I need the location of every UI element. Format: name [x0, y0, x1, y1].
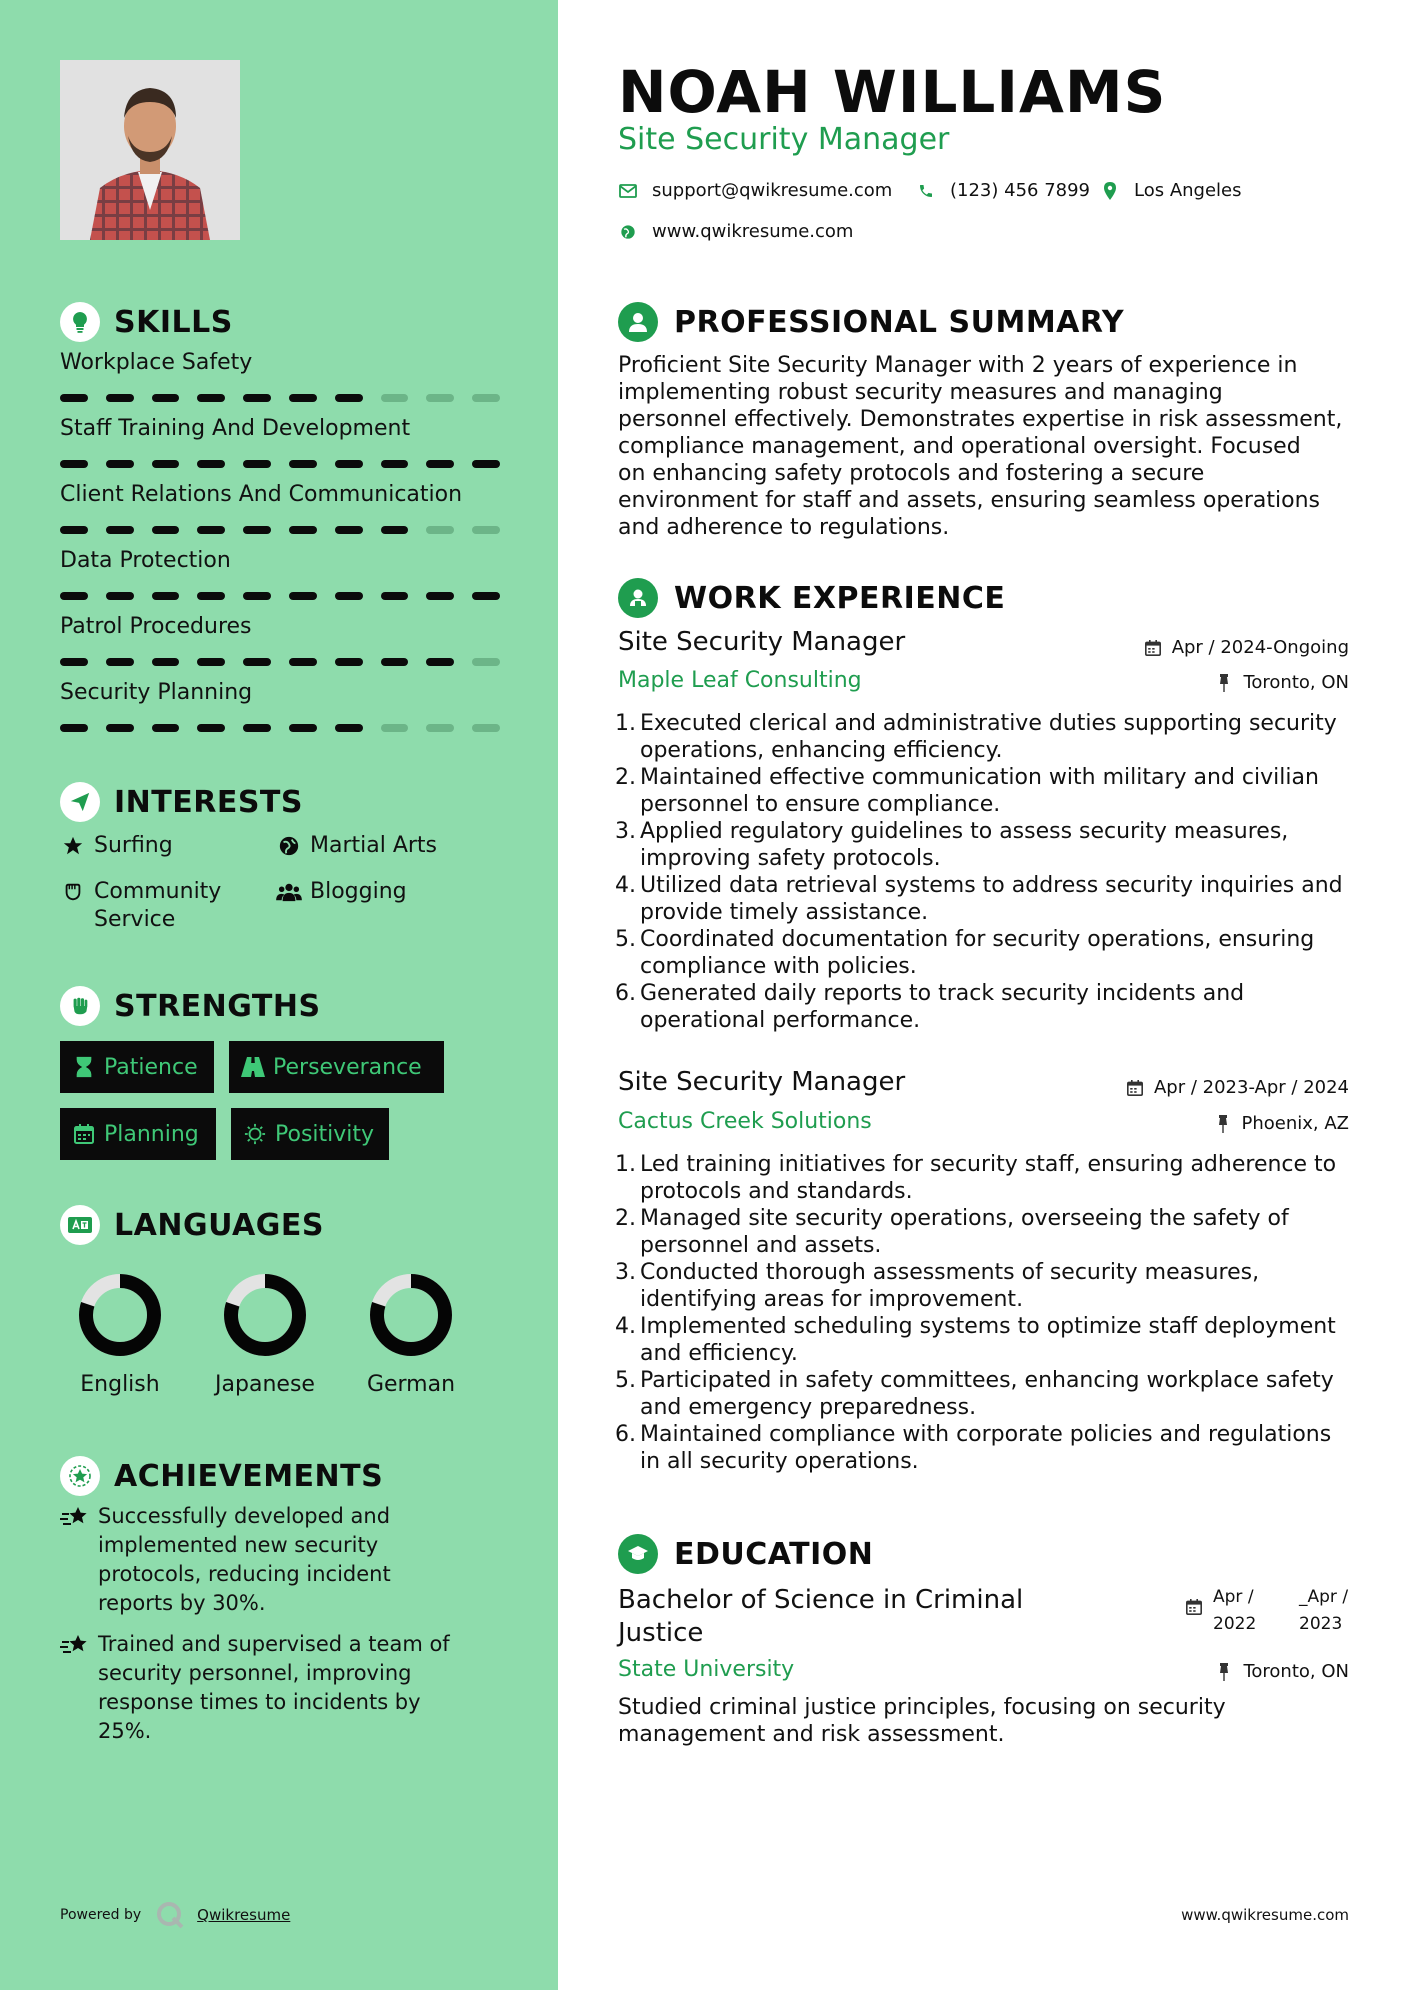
skill-level-dash	[426, 526, 454, 534]
strength-label: Perseverance	[273, 1054, 422, 1080]
interest-item-martial-arts	[276, 832, 437, 860]
bullet-item: 4. Utilized data retrieval systems to address security inquiries and provide timely assistance.	[615, 873, 1343, 925]
job-dates: Apr / 2024-Ongoing	[1144, 637, 1349, 658]
language-label: German	[366, 1372, 456, 1397]
skill-level-dash	[289, 460, 317, 468]
strength-label: Positivity	[275, 1121, 375, 1147]
envelope-icon	[618, 181, 638, 201]
skill-level-dash	[335, 526, 363, 534]
road-icon	[241, 1055, 265, 1079]
skill-level-dash	[197, 658, 225, 666]
summary-text: Proficient Site Security Manager with 2 years of experience in implementing robust security measures and managing personnel effectively. Demonstrates expertise in risk assessment, compliance management, and operational oversight. Focused on enhancing safety protocols and fostering a secure environment for staff and assets, ensuring seamless operations and adherence to regulations.	[618, 353, 1343, 540]
strength-label: Patience	[104, 1054, 198, 1080]
experience-title: WORK EXPERIENCE	[674, 580, 1006, 616]
skill-label: Staff Training And Development	[60, 416, 411, 441]
language-item	[55, 1272, 185, 1397]
skill-level-dash	[152, 526, 180, 534]
interests-header	[60, 782, 303, 822]
skill-level-dash	[243, 526, 271, 534]
interest-label: Martial Arts	[310, 833, 438, 858]
achievements-header	[60, 1456, 383, 1496]
skill-level-dash	[472, 592, 500, 600]
skill-level-dash	[106, 592, 134, 600]
job-bullets	[610, 1151, 1355, 1475]
powered-by-label: Powered by	[60, 1907, 142, 1923]
skill-level-dash	[472, 658, 500, 666]
hourglass-icon	[72, 1055, 96, 1079]
skill-level-dash	[60, 526, 88, 534]
calendar-icon	[1185, 1598, 1203, 1616]
star-icon	[60, 832, 86, 860]
profile-photo	[60, 60, 240, 240]
skill-level-dash	[289, 658, 317, 666]
skill-level-dash	[197, 592, 225, 600]
skill-level-dash	[381, 658, 409, 666]
skill-level-dash	[426, 724, 454, 732]
strength-chip-perseverance	[229, 1041, 444, 1093]
language-card-icon	[60, 1205, 100, 1245]
skill-level-dash	[381, 526, 409, 534]
lightbulb-icon	[60, 302, 100, 342]
skill-level-dash	[426, 394, 454, 402]
skill-level-dash	[152, 658, 180, 666]
achievements-title: ACHIEVEMENTS	[114, 1458, 384, 1494]
globe-icon	[276, 832, 302, 860]
skill-level-dash	[197, 724, 225, 732]
skill-level-dash	[472, 526, 500, 534]
powered-by	[60, 1900, 290, 1930]
qwikresume-link[interactable]: Qwikresume	[197, 1906, 291, 1924]
skill-item	[60, 350, 500, 402]
skill-level-dash	[381, 724, 409, 732]
job-location: Toronto, ON	[1215, 672, 1349, 693]
skill-level-dash	[335, 592, 363, 600]
skill-level-bar	[60, 394, 500, 402]
pushpin-icon	[1215, 1663, 1233, 1681]
skill-level-dash	[60, 460, 88, 468]
skill-level-dash	[106, 724, 134, 732]
phone-text[interactable]: (123) 456 7899	[950, 180, 1091, 201]
skill-level-dash	[289, 724, 317, 732]
strengths-header	[60, 986, 321, 1026]
skill-level-bar	[60, 658, 500, 666]
strengths-title: STRENGTHS	[114, 988, 321, 1024]
globe-icon	[618, 222, 638, 242]
skill-label: Patrol Procedures	[60, 614, 252, 639]
skill-level-dash	[243, 460, 271, 468]
skill-level-dash	[60, 592, 88, 600]
skill-item	[60, 548, 500, 600]
pushpin-icon	[1215, 674, 1233, 692]
achievement-text: Trained and supervised a team of security personnel, improving response times to incidents by 25%.	[98, 1632, 450, 1743]
award-star-icon	[60, 1456, 100, 1496]
contact-phone	[916, 180, 1090, 201]
bullet-item: 6. Generated daily reports to track security incidents and operational performance.	[615, 981, 1245, 1033]
email-text[interactable]: support@qwikresume.com	[652, 180, 893, 201]
skill-level-dash	[152, 724, 180, 732]
interest-label: Blogging	[310, 879, 407, 904]
shooting-star-icon	[60, 1630, 98, 1746]
calendar-icon	[1126, 1079, 1144, 1097]
skill-level-dash	[289, 592, 317, 600]
education-title: EDUCATION	[674, 1536, 874, 1572]
candidate-name: NOAH WILLIAMS	[618, 58, 1167, 126]
graduate-icon	[618, 1534, 658, 1574]
education-header	[618, 1534, 873, 1574]
job-company: Maple Leaf Consulting	[618, 668, 862, 693]
skill-level-dash	[381, 460, 409, 468]
language-item	[200, 1272, 330, 1397]
skill-level-dash	[243, 658, 271, 666]
skill-level-dash	[152, 592, 180, 600]
footer-url[interactable]: www.qwikresume.com	[1181, 1906, 1349, 1924]
skill-level-dash	[197, 526, 225, 534]
job-bullets	[610, 710, 1355, 1034]
skill-level-dash	[106, 460, 134, 468]
bullet-item: 6. Maintained compliance with corporate policies and regulations in all security operations.	[615, 1422, 1332, 1474]
hand-icon	[60, 878, 86, 906]
bullet-item: 3. Conducted thorough assessments of security measures, identifying areas for improvement.	[615, 1260, 1260, 1312]
calendar-icon	[1144, 639, 1162, 657]
language-item	[346, 1272, 476, 1397]
skill-level-dash	[381, 394, 409, 402]
skill-level-dash	[243, 724, 271, 732]
interest-label: Community Service	[94, 879, 222, 932]
skill-level-dash	[335, 460, 363, 468]
languages-header	[60, 1205, 324, 1245]
interest-item-surfing	[60, 832, 173, 860]
bullet-item: 2. Maintained effective communication with military and civilian personnel to ensure compliance.	[615, 765, 1319, 817]
location-text: Los Angeles	[1134, 180, 1242, 201]
skill-level-dash	[426, 658, 454, 666]
achievement-text: Successfully developed and implemented new security protocols, reducing incident reports by 30%.	[98, 1504, 391, 1615]
skill-label: Workplace Safety	[60, 350, 253, 375]
skill-item	[60, 614, 500, 666]
skill-level-dash	[152, 394, 180, 402]
user-icon	[618, 302, 658, 342]
sidebar	[0, 0, 558, 1990]
skill-level-dash	[60, 658, 88, 666]
pushpin-icon	[1214, 1115, 1232, 1133]
skill-level-bar	[60, 592, 500, 600]
skill-level-dash	[60, 394, 88, 402]
bullet-item: 5. Participated in safety committees, enhancing workplace safety and emergency preparedness.	[615, 1368, 1334, 1420]
skill-level-dash	[472, 460, 500, 468]
job-location: Phoenix, AZ	[1214, 1113, 1350, 1134]
skill-item	[60, 680, 500, 732]
skill-level-dash	[335, 394, 363, 402]
interest-label: Surfing	[94, 833, 173, 858]
skill-level-dash	[426, 460, 454, 468]
skills-title: SKILLS	[114, 304, 233, 340]
achievement-item	[60, 1630, 500, 1746]
language-label: English	[80, 1372, 160, 1397]
education-location: Toronto, ON	[1215, 1661, 1349, 1682]
skill-label: Security Planning	[60, 680, 253, 705]
qwikresume-logo-icon	[155, 1900, 185, 1930]
language-proficiency-ring	[77, 1272, 163, 1358]
skill-level-dash	[197, 460, 225, 468]
languages-title: LANGUAGES	[114, 1207, 324, 1243]
bullet-item: 3. Applied regulatory guidelines to assess security measures, improving safety protocols.	[615, 819, 1289, 871]
experience-header	[618, 578, 1005, 618]
shooting-star-icon	[60, 1502, 98, 1618]
interest-item-community-service	[60, 878, 221, 934]
bullet-item: 2. Managed site security operations, overseeing the safety of personnel and assets.	[615, 1206, 1289, 1258]
skill-level-dash	[243, 592, 271, 600]
skill-level-dash	[426, 592, 454, 600]
education-dates: Apr / 2022 _Apr / 2023	[1185, 1584, 1349, 1638]
skill-level-bar	[60, 526, 500, 534]
skill-label: Client Relations And Communication	[60, 482, 463, 507]
skill-item	[60, 482, 500, 534]
skill-level-dash	[289, 394, 317, 402]
language-proficiency-ring	[368, 1272, 454, 1358]
job-company: Cactus Creek Solutions	[618, 1109, 872, 1134]
job-title: Site Security Manager	[618, 627, 906, 657]
calendar-icon	[72, 1122, 96, 1146]
bullet-item: 1. Executed clerical and administrative duties supporting security operations, enhancing efficiency.	[615, 711, 1337, 763]
skill-level-dash	[335, 658, 363, 666]
skill-level-dash	[472, 724, 500, 732]
skill-level-bar	[60, 460, 500, 468]
skill-level-dash	[472, 394, 500, 402]
achievement-item	[60, 1502, 500, 1618]
bullet-item: 1. Led training initiatives for security staff, ensuring adherence to protocols and standards.	[615, 1152, 1337, 1204]
skills-header	[60, 302, 233, 342]
education-description: Studied criminal justice principles, focusing on security management and risk assessment.	[618, 1695, 1226, 1747]
skill-level-dash	[197, 394, 225, 402]
strength-chip-planning	[60, 1108, 216, 1160]
skill-level-dash	[381, 592, 409, 600]
language-proficiency-ring	[222, 1272, 308, 1358]
skill-level-dash	[106, 526, 134, 534]
skill-level-dash	[106, 394, 134, 402]
phone-icon	[916, 181, 936, 201]
candidate-role: Site Security Manager	[618, 122, 950, 157]
users-icon	[276, 878, 302, 906]
job-dates: Apr / 2023-Apr / 2024	[1126, 1077, 1349, 1098]
skill-level-dash	[335, 724, 363, 732]
paper-plane-icon	[60, 782, 100, 822]
contact-location	[1100, 180, 1242, 201]
job-title: Site Security Manager	[618, 1067, 906, 1097]
language-label: Japanese	[215, 1372, 315, 1397]
briefcase-icon	[618, 578, 658, 618]
skill-level-dash	[152, 460, 180, 468]
strength-chip-positivity	[231, 1108, 389, 1160]
school-name: State University	[618, 1657, 795, 1682]
bullet-item: 5. Coordinated documentation for security operations, ensuring compliance with policies.	[615, 927, 1315, 979]
skill-level-dash	[60, 724, 88, 732]
contact-website	[618, 221, 853, 242]
website-text[interactable]: www.qwikresume.com	[652, 221, 854, 242]
degree-title: Bachelor of Science in Criminal Justice	[618, 1585, 1024, 1648]
skill-level-dash	[243, 394, 271, 402]
interest-item-blogging	[276, 878, 407, 906]
interests-title: INTERESTS	[114, 784, 303, 820]
contact-email	[618, 180, 892, 201]
skill-label: Data Protection	[60, 548, 231, 573]
fist-icon	[60, 986, 100, 1026]
bullet-item: 4. Implemented scheduling systems to optimize staff deployment and efficiency.	[615, 1314, 1336, 1366]
skill-level-dash	[289, 526, 317, 534]
skill-level-bar	[60, 724, 500, 732]
summary-header	[618, 302, 1124, 342]
skill-level-dash	[106, 658, 134, 666]
strength-label: Planning	[104, 1121, 199, 1147]
strength-chip-patience	[60, 1041, 214, 1093]
skill-item	[60, 416, 500, 468]
summary-title: PROFESSIONAL SUMMARY	[674, 304, 1125, 340]
map-pin-icon	[1100, 181, 1120, 201]
sun-icon	[243, 1122, 267, 1146]
